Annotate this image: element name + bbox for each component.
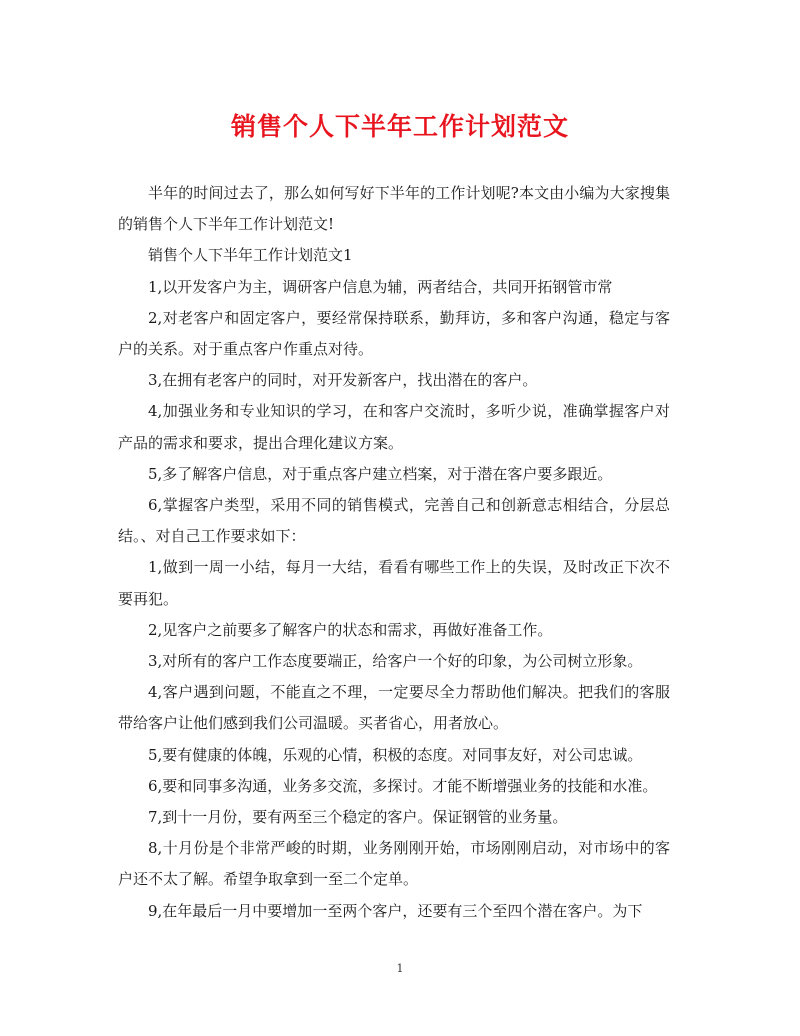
list-item: 6,掌握客户类型，采用不同的销售模式，完善自己和创新意志相结合，分层总结。、对自己工作要求如下：: [118, 496, 670, 546]
list-item: 1,做到一周一小结，每月一大结，看看有哪些工作上的失误，及时改正下次不要再犯。: [118, 558, 670, 608]
list-item: 3,在拥有老客户的同时，对开发新客户，找出潜在的客户。: [148, 371, 538, 390]
document-body: [118, 178, 670, 927]
list-item: 2,对老客户和固定客户，要经常保持联系，勤拜访，多和客户沟通，稳定与客户的关系。对于重点客户作重点对待。: [118, 308, 670, 359]
list-item: 9,在年最后一月中要增加一至两个客户，还要有三个至四个潜在客户。为下: [148, 901, 643, 920]
list-item: 5,多了解客户信息，对于重点客户建立档案，对于潜在客户要多跟近。: [148, 464, 613, 483]
list-item: 5,要有健康的体魄，乐观的心情，积极的态度。对同事友好，对公司忠诚。: [148, 745, 643, 764]
list-item: 2,见客户之前要多了解客户的状态和需求，再做好准备工作。: [148, 620, 553, 639]
list-item: 4,客户遇到问题，不能直之不理，一定要尽全力帮助他们解决。把我们的客服带给客户让他们感到我们公司温暖。买者省心，用者放心。: [118, 683, 670, 733]
list-item: 4,加强业务和专业知识的学习，在和客户交流时，多听少说，准确掌握客户对产品的需求和要求，提出合理化建议方案。: [118, 402, 670, 452]
list-item: 7,到十一月份，要有两至三个稳定的客户。保证钢管的业务量。: [148, 808, 568, 827]
list-item: 6,要和同事多沟通，业务多交流，多探讨。才能不断增强业务的技能和水准。: [148, 776, 658, 795]
document-title: 销售个人下半年工作计划范文: [230, 112, 569, 141]
page-number: 1: [396, 962, 404, 975]
list-item: 3,对所有的客户工作态度要端正，给客户一个好的印象，为公司树立形象。: [148, 652, 643, 671]
list-item: 8,十月份是个非常严峻的时期，业务刚刚开始，市场刚刚启动，对市场中的客户还不太了解。希望争取拿到一至二个定单。: [118, 839, 670, 889]
list-item: 1,以开发客户为主，调研客户信息为辅，两者结合，共同开拓钢管市常: [148, 277, 613, 296]
intro-paragraph: 半年的时间过去了，那么如何写好下半年的工作计划呢?本文由小编为大家搜集的销售个人下半年工作计划范文!: [118, 184, 670, 234]
section-heading: 销售个人下半年工作计划范文1: [148, 246, 353, 265]
